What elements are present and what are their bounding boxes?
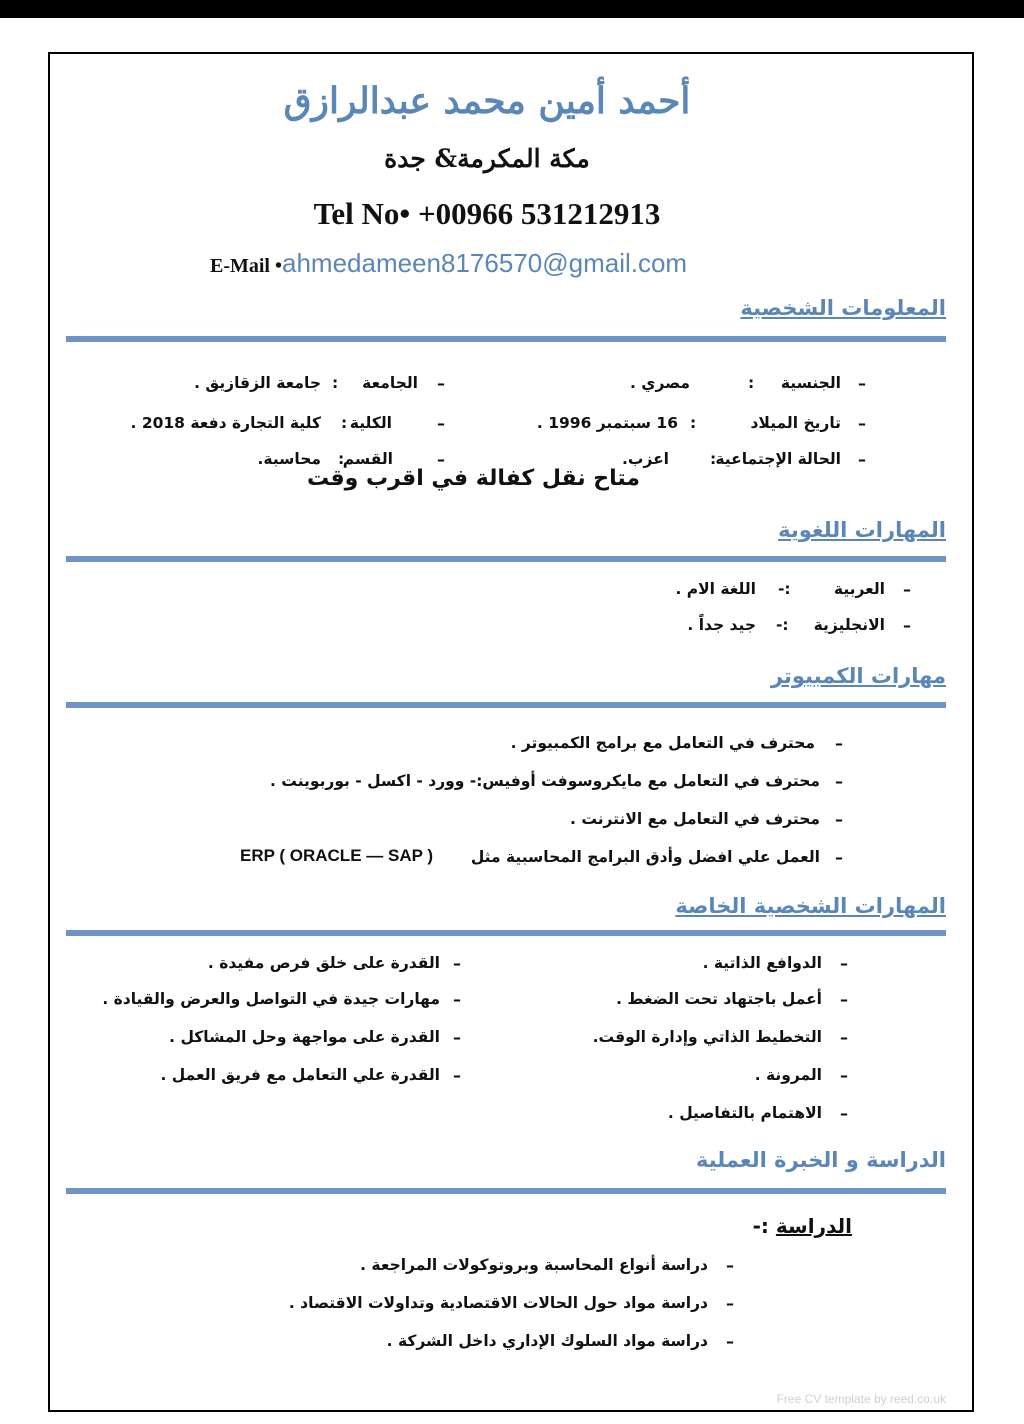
bullet-dash: –	[840, 1066, 848, 1085]
language-arabic-level: اللغة الام .	[675, 580, 756, 598]
bullet-dash: –	[453, 990, 461, 1009]
bullet-dash: –	[858, 450, 866, 469]
language-arabic-label: العربية	[833, 580, 885, 598]
computer-skill: محترف في التعامل مع برامج الكمبيوتر .	[510, 734, 815, 752]
section-heading-computer: مهارات الكمبيوتر	[770, 664, 946, 688]
study-subheading-text: الدراسة	[775, 1214, 852, 1238]
separator: :-	[778, 580, 791, 598]
university-value: جامعة الزقازيق .	[194, 374, 321, 392]
bullet-dash: –	[453, 1028, 461, 1047]
personal-skill: التخطيط الذاتي وإدارة الوقت.	[592, 1028, 822, 1046]
birthdate-value: 16 سبتمبر 1996 .	[536, 414, 678, 432]
bullet-dash: –	[437, 374, 445, 393]
sponsorship-note: متاح نقل كفالة في اقرب وقت	[306, 466, 640, 491]
bullet-dash: –	[903, 616, 911, 635]
computer-skill: محترف في التعامل مع الانترنت .	[570, 810, 820, 828]
bullet-dash: –	[726, 1332, 734, 1351]
personal-skill: مهارات جيدة في التواصل والعرض والقيادة .	[102, 990, 440, 1008]
computer-skill: محترف في التعامل مع مايكروسوفت أوفيس:- وورد - اكسل - بوربوينت .	[270, 772, 820, 790]
bullet-dash: –	[840, 1104, 848, 1123]
bullet-dash: –	[835, 734, 843, 753]
section-heading-personal: المعلومات الشخصية	[740, 296, 946, 320]
telephone: Tel No• +00966 531212913	[313, 196, 661, 231]
separator: :-	[776, 616, 789, 634]
university-label: الجامعة	[362, 374, 418, 392]
cv-page	[0, 18, 1024, 1424]
bullet-dash: –	[835, 810, 843, 829]
bullet-dash: –	[835, 848, 843, 867]
email-address[interactable]: ahmedameen8176570@gmail.com	[282, 248, 688, 278]
computer-skill-erp: العمل علي افضل وأدق البرامج المحاسبية مثل	[470, 848, 820, 866]
bullet-dash: –	[726, 1256, 734, 1275]
personal-skill: القدرة على مواجهة وحل المشاكل .	[169, 1028, 440, 1046]
personal-skill: القدرة على خلق فرص مفيدة .	[207, 954, 440, 972]
city: مكة المكرمة& جدة	[384, 144, 590, 173]
faculty-value: كلية التجارة دفعة 2018 .	[130, 414, 321, 432]
bullet-dash: –	[840, 954, 848, 973]
separator: :	[338, 450, 345, 468]
section-rule	[66, 556, 946, 562]
watermark: Free CV template by reed.co.uk	[776, 1392, 946, 1406]
section-rule	[66, 336, 946, 342]
study-subheading	[753, 1214, 852, 1238]
bullet-dash: –	[453, 954, 461, 973]
erp-systems: ERP ( ORACLE — SAP )	[240, 846, 434, 865]
study-item: دراسة مواد السلوك الإداري داخل الشركة .	[386, 1332, 708, 1350]
bullet-dash: –	[858, 414, 866, 433]
birthdate-label: تاريخ الميلاد	[750, 414, 841, 432]
bullet-dash: –	[858, 374, 866, 393]
language-english-level: جيد جداً .	[687, 616, 756, 634]
separator: :	[332, 374, 339, 392]
separator: :-	[752, 1214, 769, 1238]
marital-status-label: الحالة الإجتماعية	[715, 450, 841, 468]
faculty-label: الكلية	[349, 414, 392, 432]
bullet-dash: –	[437, 450, 445, 469]
separator: :	[690, 414, 697, 432]
section-rule	[66, 930, 946, 936]
personal-skill: القدرة علي التعامل مع فريق العمل .	[160, 1066, 440, 1084]
nationality-value: مصري .	[629, 374, 690, 392]
bullet-dash: –	[726, 1294, 734, 1313]
section-rule	[66, 702, 946, 708]
language-english-label: الانجليزية	[813, 616, 885, 634]
bullet-dash: –	[453, 1066, 461, 1085]
bullet-dash: –	[840, 1028, 848, 1047]
personal-skill: الدوافع الذاتية .	[702, 954, 822, 972]
section-heading-languages: المهارات اللغوية	[778, 518, 946, 542]
section-heading-personal-skills: المهارات الشخصية الخاصة	[675, 894, 946, 918]
department-value: محاسبة.	[257, 450, 321, 468]
email-line	[210, 248, 687, 279]
personal-skill: أعمل باجتهاد تحت الضغط .	[616, 990, 822, 1008]
study-item: دراسة مواد حول الحالات الاقتصادية وتداولات الاقتصاد .	[288, 1294, 708, 1312]
personal-skill: المرونة .	[754, 1066, 822, 1084]
study-item: دراسة أنواع المحاسبة وبروتوكولات المراجعة .	[360, 1256, 708, 1274]
separator: :	[748, 374, 755, 392]
section-rule	[66, 1188, 946, 1194]
department-label: القسم	[342, 450, 393, 468]
bullet-dash: –	[835, 772, 843, 791]
section-heading-study: الدراسة و الخبرة العملية	[695, 1148, 946, 1172]
nationality-label: الجنسية	[780, 374, 841, 392]
bullet-dash: –	[840, 990, 848, 1009]
full-name: أحمد أمين محمد عبدالرازق	[283, 80, 691, 122]
marital-status-value: اعزب.	[621, 450, 669, 468]
separator: :	[341, 414, 348, 432]
separator: :	[710, 450, 717, 468]
personal-skill: الاهتمام بالتفاصيل .	[667, 1104, 822, 1122]
email-label: E-Mail •	[210, 255, 282, 277]
bullet-dash: –	[903, 580, 911, 599]
bullet-dash: –	[437, 414, 445, 433]
